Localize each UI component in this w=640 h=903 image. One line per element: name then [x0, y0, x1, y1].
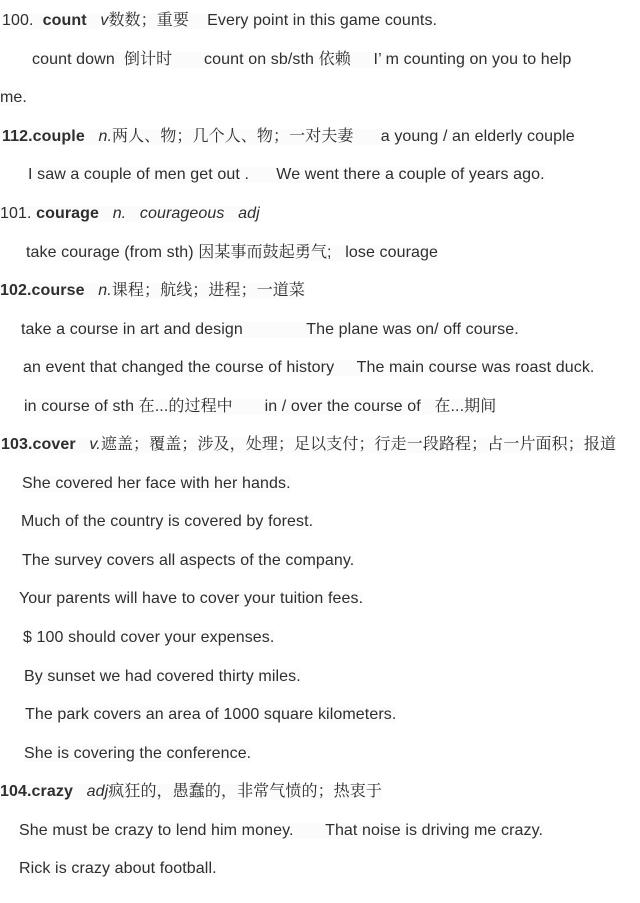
text-segment: Rick is crazy about football.: [19, 860, 217, 878]
doc-line: [0, 387, 640, 426]
vocab-entry: [0, 426, 640, 773]
text-segment: me.: [0, 89, 27, 107]
text-segment: She must be crazy to lend him money. That noise is driving me crazy.: [19, 821, 544, 839]
doc-line: [0, 233, 640, 272]
doc-line: [0, 811, 640, 850]
text-segment: n.: [98, 127, 113, 145]
text-segment: count: [42, 12, 87, 30]
text-segment: [126, 206, 140, 222]
doc-line: [0, 349, 640, 388]
doc-line: [0, 426, 640, 465]
text-segment: [73, 784, 87, 800]
doc-line: [0, 118, 640, 157]
text-segment: 112.couple: [2, 127, 85, 145]
doc-line: [0, 580, 640, 619]
text-segment: By sunset we had covered thirty miles.: [24, 667, 301, 685]
text-segment: She is covering the conference.: [24, 744, 252, 762]
doc-line: [0, 619, 640, 658]
text-segment: v: [100, 12, 109, 30]
text-segment: [99, 206, 113, 222]
text-segment: 103.cover: [1, 436, 76, 454]
text-segment: The survey covers all aspects of the company.: [22, 551, 355, 569]
doc-line: [0, 696, 640, 735]
text-segment: in course of sth 在...的过程中 in / over the course of 在...期间: [24, 397, 497, 415]
text-segment: [76, 437, 90, 453]
text-segment: courage: [36, 205, 100, 222]
text-segment: 101.: [0, 205, 37, 222]
text-segment: 遮盖；覆盖；涉及，处理；足以支付；行走一段路程；占一片面积；报道: [100, 436, 617, 454]
doc-line: [0, 272, 640, 311]
vocab-entry: [0, 773, 640, 889]
text-segment: adj: [86, 783, 109, 801]
text-segment: [85, 283, 99, 299]
text-segment: The park covers an area of 1000 square kilometers.: [25, 706, 397, 724]
vocabulary-list: [0, 2, 640, 889]
doc-line: [0, 657, 640, 696]
doc-line: [0, 850, 640, 889]
doc-line: [0, 156, 640, 195]
text-segment: I saw a couple of men get out . We went there a couple of years ago.: [28, 166, 545, 184]
vocab-entry: [0, 272, 640, 426]
text-segment: She covered her face with her hands.: [22, 474, 291, 492]
doc-line: [0, 41, 640, 80]
text-segment: 104.crazy: [0, 783, 73, 801]
doc-line: [0, 465, 640, 504]
vocab-entry: [0, 195, 640, 272]
text-segment: 100.: [2, 12, 43, 30]
text-segment: 课程；航线；进程；一道菜: [111, 282, 305, 300]
doc-line: [0, 195, 640, 234]
doc-line: [0, 734, 640, 773]
text-segment: 疯狂的，愚蠢的，非常气愤的；热衷于: [108, 783, 382, 801]
text-segment: Much of the country is covered by forest.: [21, 513, 314, 531]
text-segment: [85, 129, 99, 145]
text-segment: v.: [89, 436, 101, 454]
doc-line: [0, 310, 640, 349]
text-segment: 两人、物；几个人、物；一对夫妻 a young / an elderly couple: [112, 127, 575, 145]
vocab-entry: [0, 2, 640, 118]
text-segment: n.: [98, 282, 112, 300]
doc-line: [0, 542, 640, 581]
text-segment: [225, 206, 239, 222]
doc-line: [0, 503, 640, 542]
text-segment: take courage (from sth) 因某事而鼓起勇气; lose courage: [26, 243, 439, 261]
text-segment: 102.course: [0, 282, 85, 300]
text-segment: an event that changed the course of history The main course was roast duck.: [23, 359, 595, 377]
doc-line: [0, 773, 640, 812]
text-segment: adj: [238, 205, 260, 222]
text-segment: Your parents will have to cover your tuition fees.: [19, 590, 364, 608]
text-segment: [87, 13, 101, 29]
vocab-entry: [0, 118, 640, 195]
text-segment: count down 倒计时 count on sb/sth 依赖 I’ m counting on you to help: [32, 50, 572, 68]
doc-line: [0, 79, 640, 118]
text-segment: n.: [112, 205, 127, 222]
text-segment: $ 100 should cover your expenses.: [23, 629, 275, 647]
text-segment: 数数；重要 Every point in this game counts.: [108, 12, 438, 30]
text-segment: courageous: [139, 205, 225, 222]
text-segment: take a course in art and design The plane was on/ off course.: [21, 320, 519, 338]
doc-line: [0, 2, 640, 41]
